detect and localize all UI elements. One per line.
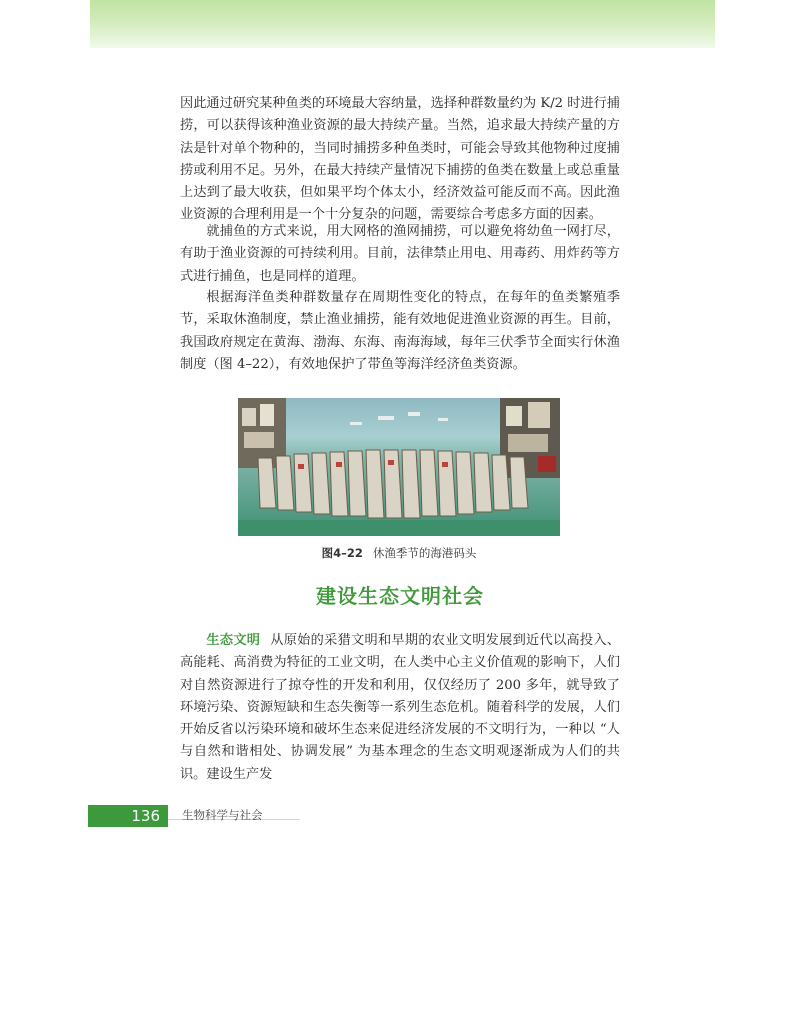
keyword-ecological-civilization: 生态文明 [206, 633, 261, 648]
harbor-boats-photo [238, 398, 560, 536]
figure-number: 图4–22 [321, 546, 363, 560]
book-title: 生物科学与社会 [182, 808, 263, 822]
header-band [90, 0, 715, 48]
section-title: 建设生态文明社会 [316, 584, 484, 608]
figure-caption-text: 休渔季节的海港码头 [372, 546, 477, 560]
paragraph-4 [180, 630, 620, 786]
paragraph-1: 因此通过研究某种鱼类的环境最大容纳量，选择种群数量约为 K/2 时进行捕捞，可以获得该种渔业资源的最大持续产量。当然，追求最大持续产量的方法是针对单个物种的，当同时捕捞多种鱼类时，可能会导致其他物种过度捕捞或利用不足。另外，在最大持续产量情况下捕捞的鱼类在数量上或总重量上达到了最大收获，但如果平均个体太小，经济效益可能反而不高。因此渔业资源的合理利用是一个十分复杂的问题，需要综合考虑多方面的因素。 [180, 96, 620, 223]
page-number: 136 [88, 805, 168, 827]
figure-caption [238, 545, 560, 561]
paragraph-2: 就捕鱼的方式来说，用大网格的渔网捕捞，可以避免将幼鱼一网打尽，有助于渔业资源的可持续利用。目前，法律禁止用电、用毒药、用炸药等方式进行捕鱼，也是同样的道理。 [180, 224, 620, 284]
paragraph-4-text: 从原始的采猎文明和早期的农业文明发展到近代以高投入、高能耗、高消费为特征的工业文明，在人类中心主义价值观的影响下，人们对自然资源进行了掠夺性的开发和利用，仅仅经历了 200 多年，就导致了环境污染、资源短缺和生态失衡等一系列生态危机。随着科学的发展，人们开始反省以污染环境和破坏生态来促进经济发展的不文明行为，一种以 “人与自然和谐相处、协调发展” 为基本理念的生态文明观逐渐成为人们的共识。建设生产发 [180, 633, 621, 782]
harbor-illustration [238, 398, 560, 536]
paragraph-3: 根据海洋鱼类种群数量存在周期性变化的特点，在每年的鱼类繁殖季节，采取休渔制度，禁止渔业捕捞，能有效地促进渔业资源的再生。目前，我国政府规定在黄海、渤海、东海、南海海域，每年三伏季节全面实行休渔制度（图 4–22），有效地保护了带鱼等海洋经济鱼类资源。 [180, 290, 620, 372]
